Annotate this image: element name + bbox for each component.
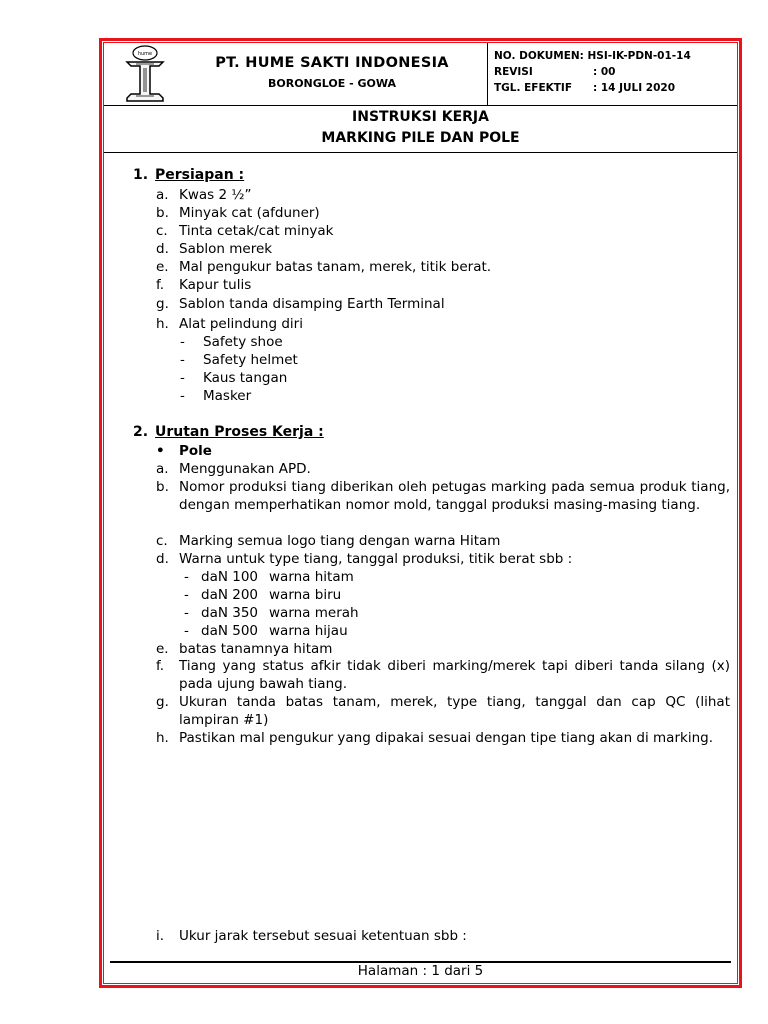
doc-number-row <box>494 50 691 62</box>
pole-color: warna hitam <box>269 569 354 585</box>
item-text: Ukuran tanda batas tanam, merek, type tiang, tanggal dan cap QC (lihat lampiran #1) <box>179 694 730 728</box>
item-text: Kwas 2 ½” <box>179 187 252 203</box>
title-line-1: INSTRUKSI KERJA <box>352 109 489 125</box>
item-text: Mal pengukur batas tanam, merek, titik berat. <box>179 259 492 275</box>
item-text: Alat pelindung diri <box>179 316 303 332</box>
dash-marker: - <box>180 334 185 350</box>
bullet-label: Pole <box>179 443 212 459</box>
bullet-marker: • <box>156 443 165 459</box>
item-marker: b. <box>156 205 169 221</box>
item-marker: b. <box>156 479 169 495</box>
section-2-title: Urutan Proses Kerja : <box>155 424 324 440</box>
document-header <box>104 43 737 106</box>
item-marker: e. <box>156 259 169 275</box>
company-location: BORONGLOE - GOWA <box>267 77 397 90</box>
pole-type: daN 500 <box>201 623 258 639</box>
item-text: Tinta cetak/cat minyak <box>179 223 334 239</box>
item-marker: h. <box>156 316 169 332</box>
item-marker: a. <box>156 461 169 477</box>
item-text: Warna untuk type tiang, tanggal produksi, titik berat sbb : <box>179 551 573 567</box>
item-text: Pastikan mal pengukur yang dipakai sesuai dengan tipe tiang akan di marking. <box>179 730 713 746</box>
item-text: Tiang yang status afkir tidak diberi marking/merek tapi diberi tanda silang (x) pada ujung bawah tiang. <box>179 658 730 692</box>
item-text: Nomor produksi tiang diberikan oleh petugas marking pada semua produk tiang, dengan memperhatikan nomor mold, tanggal produksi masing-masing tiang. <box>179 479 730 513</box>
company-block <box>204 55 460 90</box>
item-text: Kapur tulis <box>179 277 252 293</box>
item-text: Sablon tanda disamping Earth Terminal <box>179 296 445 312</box>
dash-marker: - <box>180 370 185 386</box>
item-text: Minyak cat (afduner) <box>179 205 320 221</box>
item-text: Menggunakan APD. <box>179 461 311 477</box>
page-number: Halaman : 1 dari 5 <box>357 963 484 979</box>
section-2-heading <box>133 424 324 440</box>
effective-date-row <box>494 82 675 94</box>
item-marker: c. <box>156 533 168 549</box>
item-marker: f. <box>156 277 165 293</box>
effective-date-value: : 14 JULI 2020 <box>593 82 676 94</box>
section-2-number: 2. <box>133 424 149 440</box>
item-marker: f. <box>156 658 165 674</box>
company-name: PT. HUME SAKTI INDONESIA <box>215 55 449 71</box>
logo-text: hume <box>137 51 153 57</box>
section-1-title: Persiapan : <box>155 167 245 183</box>
dash-marker: - <box>184 569 189 585</box>
item-marker: e. <box>156 641 169 657</box>
section-1-heading <box>133 167 244 183</box>
item-marker: h. <box>156 730 169 746</box>
doc-number-label: NO. DOKUMEN: <box>494 50 584 62</box>
item-marker: d. <box>156 241 169 257</box>
item-text: Ukur jarak tersebut sesuai ketentuan sbb : <box>179 928 467 944</box>
pole-type: daN 350 <box>201 605 258 621</box>
dash-marker: - <box>184 587 189 603</box>
item-marker: a. <box>156 187 169 203</box>
effective-date-label: TGL. EFEKTIF <box>494 82 573 94</box>
sub-item-text: Safety shoe <box>203 334 283 350</box>
company-logo <box>124 45 166 103</box>
item-marker: g. <box>156 296 169 312</box>
pole-type: daN 200 <box>201 587 258 603</box>
pole-color: warna hijau <box>269 623 348 639</box>
sub-item-text: Masker <box>203 388 252 404</box>
item-marker: d. <box>156 551 169 567</box>
document-info <box>487 43 738 105</box>
dash-marker: - <box>180 388 185 404</box>
doc-number-value: HSI-IK-PDN-01-14 <box>587 50 691 62</box>
item-text: Marking semua logo tiang dengan warna Hitam <box>179 533 501 549</box>
title-line-2: MARKING PILE DAN POLE <box>321 130 520 146</box>
dash-marker: - <box>184 605 189 621</box>
item-marker: c. <box>156 223 168 239</box>
sub-item-text: Kaus tangan <box>203 370 288 386</box>
dash-marker: - <box>180 352 185 368</box>
dash-marker: - <box>184 623 189 639</box>
item-marker: g. <box>156 694 169 710</box>
pole-type: daN 100 <box>201 569 258 585</box>
document-title <box>104 105 737 153</box>
section-1-number: 1. <box>133 167 149 183</box>
item-text: batas tanamnya hitam <box>179 641 333 657</box>
revision-value: : 00 <box>593 66 616 78</box>
revision-label: REVISI <box>494 66 533 78</box>
pole-color: warna merah <box>269 605 359 621</box>
item-text: Sablon merek <box>179 241 273 257</box>
revision-row <box>494 66 615 78</box>
sub-item-text: Safety helmet <box>203 352 298 368</box>
item-marker: i. <box>156 928 165 944</box>
pole-color: warna biru <box>269 587 342 603</box>
